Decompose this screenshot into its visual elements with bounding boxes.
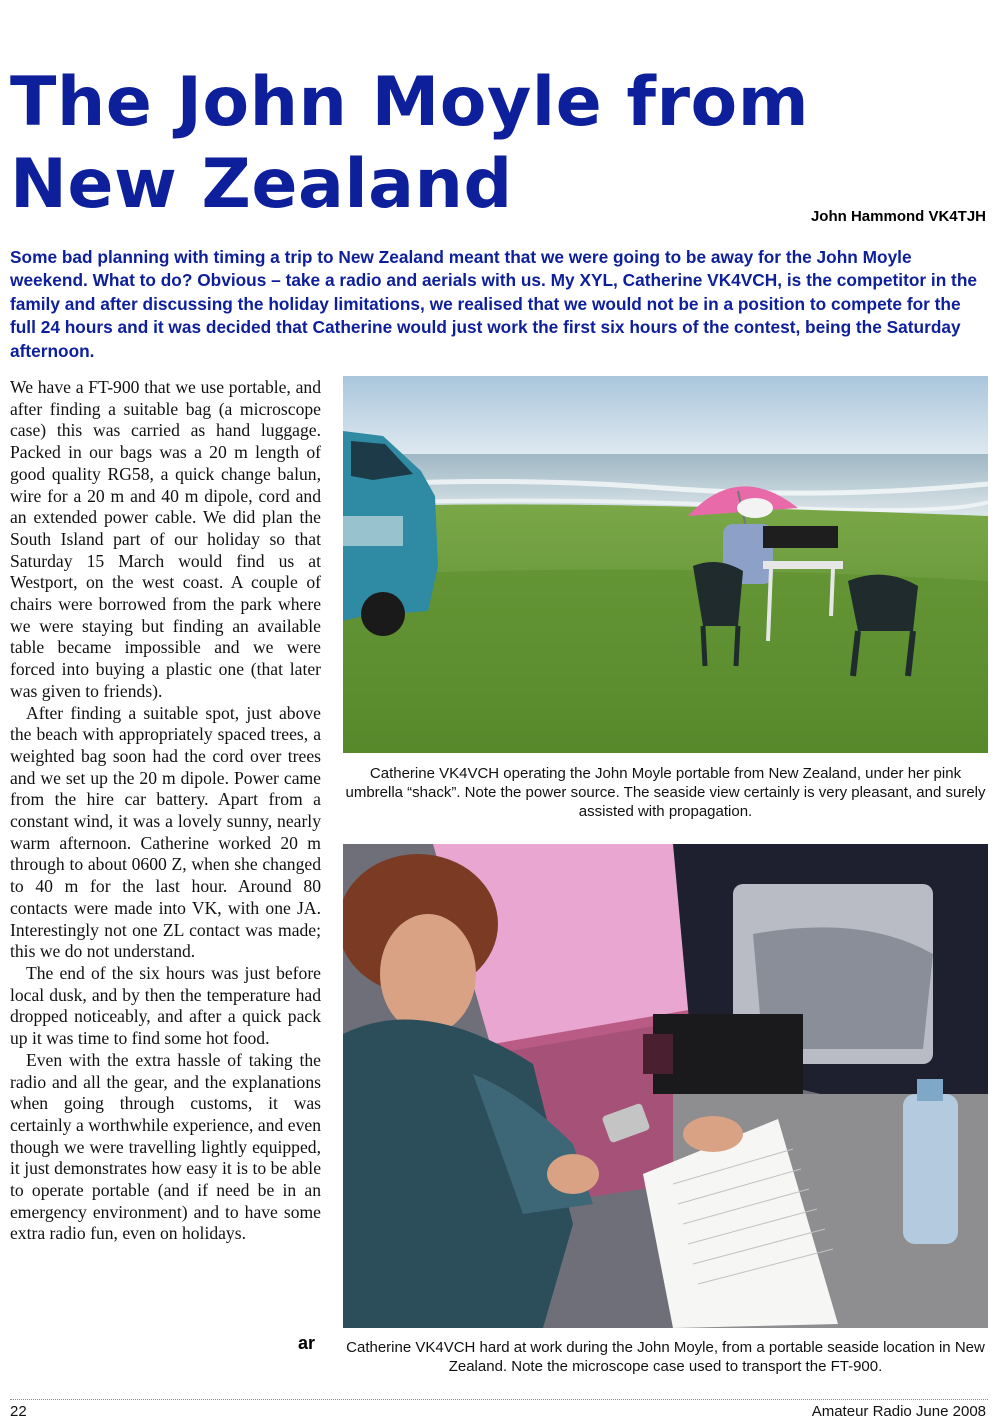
- title-line-2: New Zealand: [10, 145, 513, 224]
- photo-seaside-illustration: [343, 376, 988, 753]
- photo-closeup-operating: [343, 844, 988, 1328]
- photo-caption-1: Catherine VK4VCH operating the John Moyle portable from New Zealand, under her pink umbrella “shack”. Note the power source. The seaside view certainly is very pleasant, and surely assisted with propagation.: [345, 765, 986, 820]
- body-column: [10, 377, 321, 1245]
- publication-issue: Amateur Radio June 2008: [811, 1403, 986, 1420]
- body-paragraph: We have a FT-900 that we use portable, and after finding a suitable bag (a microscope case) this was carried as hand luggage. Packed in our bags was a 20 m length of good quality RG58, a quick change balun, wire for a 20 m and 40 m dipole, cord and an extended power cable. We did plan the South Island part of our holiday so that Saturday 15 March would find us at Westport, on the west coast. A couple of chairs were borrowed from the park where we were staying but finding an available table became impossible and we were forced into buying a plastic one (that later was given to friends).: [10, 377, 321, 701]
- title-line-1: The John Moyle from: [10, 63, 810, 142]
- body-paragraph: The end of the six hours was just before local dusk, and by then the temperature had dropped noticeably, and after a quick pack up it was time to find some hot food.: [10, 962, 321, 1049]
- intro-paragraph: Some bad planning with timing a trip to New Zealand meant that we were going to be away for the John Moyle weekend. What to do? Obvious – take a radio and aerials with us. My XYL, Catherine VK4VCH, is the competitor in the family and after discussing the holiday limitations, we realised that we would not be in a position to compete for the full 24 hours and it was decided that Catherine would just work the first six hours of the contest, being the Saturday afternoon.: [10, 247, 977, 361]
- photo-seaside-operating: [343, 376, 988, 753]
- photo-caption-2: Catherine VK4VCH hard at work during the John Moyle, from a portable seaside location in New Zealand. Note the microscope case used to transport the FT-900.: [346, 1339, 985, 1375]
- photo-closeup-illustration: [343, 844, 988, 1328]
- body-paragraph: Even with the extra hassle of taking the radio and all the gear, and the explanations when going through customs, it was certainly a worthwhile experience, and even though we were travelling lightly equipped, it just demonstrates how easy it is to be able to operate portable (and if need be in an emergency environment) and to have some extra radio fun, even on holidays.: [10, 1049, 321, 1244]
- body-paragraph: After finding a suitable spot, just above the beach with appropriately spaced trees, a weighted bag soon had the cord over trees and we set up the 20 m dipole. Power came from the hire car battery. Apart from a constant wind, it was a lovely sunny, nearly warm afternoon. Catherine worked 20 m through to about 0600 Z, when she changed to 40 m for the last hour. Around 80 contacts were made into VK, with one JA. Interestingly not one ZL contact was made; this we do not understand.: [10, 702, 321, 962]
- article-end-mark: ar: [298, 1333, 316, 1353]
- article-title: [10, 62, 850, 226]
- author-byline: John Hammond VK4TJH: [810, 208, 986, 225]
- footer-divider: [10, 1399, 988, 1400]
- page-number: 22: [10, 1403, 27, 1420]
